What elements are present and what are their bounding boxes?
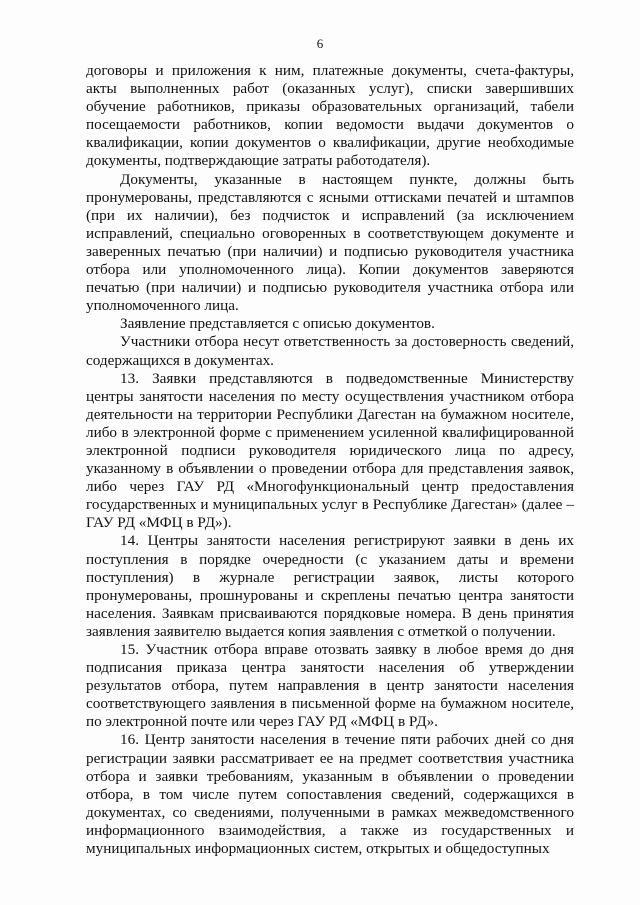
paragraph-inventory: Заявление представляется с описью документов. (120, 315, 435, 333)
document-body (86, 62, 574, 858)
paragraph-documents-requirements: Документы, указанные в настоящем пункте, должны быть пронумерованы, представляются с ясными оттисками печатей и штампов (при их наличии), без подчисток и исправлений (за исключением исправлений, специально оговоренных в соответствующем документе и заверенных печатью (при наличии) и подписью руководителя участника отбора или уполномоченного лица). Копии документов заверяются печатью (при наличии) и подписью руководителя участника отбора или уполномоченного лица. (86, 170, 574, 315)
paragraph-responsibility: Участники отбора несут ответственность за достоверность сведений, содержащихся в документах. (86, 333, 574, 369)
paragraph-15: 15. Участник отбора вправе отозвать заявку в любое время до дня подписания приказа центра занятости населения об утверждении результатов отбора, путем направления в центр занятости населения соответствующего заявления в письменной форме на бумажном носителе, по электронной почте или через ГАУ РД «МФЦ в РД». (86, 641, 574, 731)
paragraph-16: 16. Центр занятости населения в течение пяти рабочих дней со дня регистрации заявки рассматривает ее на предмет соответствия участника отбора и заявки требованиям, указанным в объявлении о проведении отбора, в том числе путем сопоставления сведений, содержащихся в документах, со сведениями, полученными в рамках межведомственного информационного взаимодействия, а также из государственных и муниципальных информационных систем, открытых и общедоступных (86, 731, 574, 858)
paragraph-continuation: договоры и приложения к ним, платежные документы, счета-фактуры, акты выполненных работ (оказанных услуг), списки завершивших обучение работников, приказы образовательных организаций, табели посещаемости работников, копии ведомости выдачи документов о квалификации, копии документов о квалификации, другие необходимые документы, подтверждающие затраты работодателя). (86, 62, 574, 170)
page-number: 6 (316, 36, 324, 51)
paragraph-13: 13. Заявки представляются в подведомственные Министерству центры занятости населения по месту осуществления участником отбора деятельности на территории Республики Дагестан на бумажном носителе, либо в электронной форме с применением усиленной квалифицированной электронной подписи руководителя юридического лица по адресу, указанному в объявлении о проведении отбора для представления заявок, либо через ГАУ РД «Многофункциональный центр предоставления государственных и муниципальных услуг в Республике Дагестан» (далее – ГАУ РД «МФЦ в РД»). (86, 369, 574, 532)
paragraph-14: 14. Центры занятости населения регистрируют заявки в день их поступления в порядке очередности (с указанием даты и времени поступления) в журнале регистрации заявок, листы которого пронумерованы, прошнурованы и скреплены печатью центра занятости населения. Заявкам присваиваются порядковые номера. В день принятия заявления заявителю выдается копия заявления с отметкой о получении. (86, 532, 574, 640)
